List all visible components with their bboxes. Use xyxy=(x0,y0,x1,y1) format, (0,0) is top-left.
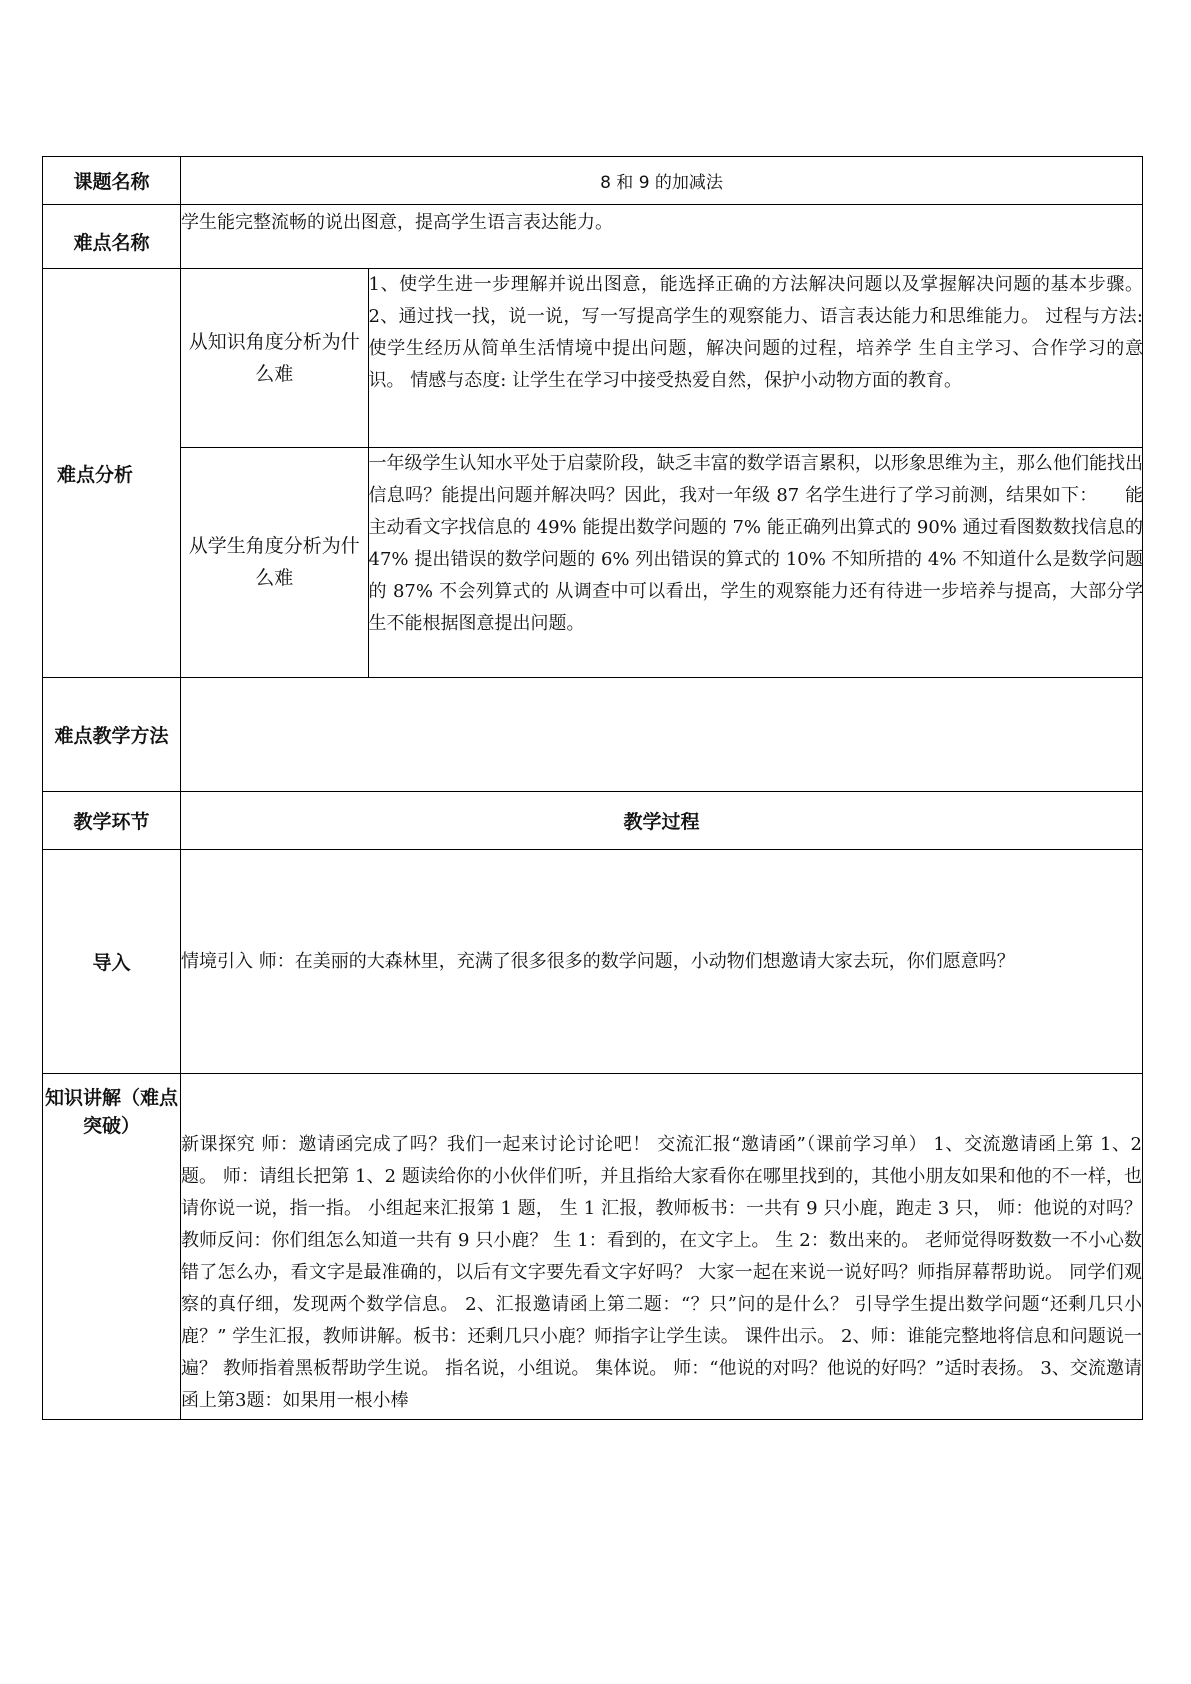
row-difficulty-analysis xyxy=(43,269,1143,678)
row-course-name xyxy=(43,157,1143,205)
intro-label: 导入 xyxy=(43,850,181,1074)
knowledge-text: 新课探究 师：邀请函完成了吗？我们一起来讨论讨论吧！ 交流汇报“邀请函”（课前学习单） 1、交流邀请函上第 1、2 题。 师：请组长把第 1、2 题读给你的小伙伴们听，并且指给大家看你在哪里找到的，其他小朋友如果和他的不一样，也请你说一说，指一指。 小组起来汇报第 1 题， 生 1 汇报，教师板书：一共有 9 只小鹿，跑走 3 只， 师：他说的对吗？ 教师反问：你们组怎么知道一共有 9 只小鹿？ 生 1：看到的，在文字上。 生 2：数出来的。 老师觉得呀数数一不小心数错了怎么办，看文字是最准确的，以后有文字要先看文字好吗？ 大家一起在来说一说好吗？师指屏幕帮助说。 同学们观察的真仔细，发现两个数学信息。 2、汇报邀请函上第二题：“？只”问的是什么？ 引导学生提出数学问题“还剩几只小鹿？” 学生汇报，教师讲解。板书：还剩几只小鹿？师指字让学生读。 课件出示。 2、师：谁能完整地将信息和问题说一遍？ 教师指着黑板帮助学生说。 指名说，小组说。 集体说。 师：“他说的对吗？他说的好吗？”适时表扬。 3、交流邀请函上第3题：如果用一根小棒 xyxy=(181,1074,1143,1420)
teaching-method-label: 难点教学方法 xyxy=(43,678,181,792)
student-angle-text: 一年级学生认知水平处于启蒙阶段，缺乏丰富的数学语言累积，以形象思维为主，那么他们能找出信息吗？能提出问题并解决吗？因此，我对一年级 87 名学生进行了学习前测，结果如下： 能主动看文字找信息的 49% 能提出数学问题的 7% 能正确列出算式的 90% 通过看图数数找信息的 47% 提出错误的数学问题的 6% 列出错误的算式的 10% 不知所措的 4% 不知道什么是数学问题的 87% 不会列算式的 从调查中可以看出，学生的观察能力还有待进一步培养与提高，大部分学生不能根据图意提出问题。 xyxy=(368,452,1143,634)
row-difficulty-name xyxy=(43,205,1143,269)
process-header-title: 教学过程 xyxy=(181,792,1143,850)
row-process-header xyxy=(43,792,1143,850)
difficulty-name-label: 难点名称 xyxy=(43,205,181,269)
analysis-row-knowledge xyxy=(181,269,1143,447)
process-section-label: 教学环节 xyxy=(43,792,181,850)
difficulty-name-value: 学生能完整流畅的说出图意，提高学生语言表达能力。 xyxy=(181,205,1143,269)
intro-text: 情境引入 师：在美丽的大森林里，充满了很多很多的数学问题，小动物们想邀请大家去玩，你们愿意吗？ xyxy=(181,850,1143,1074)
row-teaching-method xyxy=(43,678,1143,792)
row-intro xyxy=(43,850,1143,1074)
knowledge-angle-label: 从知识角度分析为什么难 xyxy=(181,269,368,447)
course-name-label: 课题名称 xyxy=(43,157,181,205)
difficulty-analysis-content xyxy=(181,269,1143,678)
teaching-method-value xyxy=(181,678,1143,792)
difficulty-analysis-label: 难点分析 xyxy=(43,269,181,678)
knowledge-angle-text: 1、使学生进一步理解并说出图意，能选择正确的方法解决问题以及掌握解决问题的基本步骤。 2、通过找一找，说一说，写一写提高学生的观察能力、语言表达能力和思维能力。 过程与方法: 使学生经历从简单生活情境中提出问题，解决问题的过程，培养学 生自主学习、合作学习的意识。 情感与态度: 让学生在学习中接受热爱自然，保护小动物方面的教育。 xyxy=(368,269,1143,447)
row-knowledge xyxy=(43,1074,1143,1420)
analysis-subtable xyxy=(181,269,1143,677)
analysis-row-student xyxy=(181,447,1143,677)
course-name-value: 8 和 9 的加减法 xyxy=(181,157,1143,205)
lesson-plan-table xyxy=(42,156,1143,1420)
student-angle-label: 从学生角度分析为什么难 xyxy=(181,447,368,677)
knowledge-label: 知识讲解（难点突破） xyxy=(43,1074,181,1420)
